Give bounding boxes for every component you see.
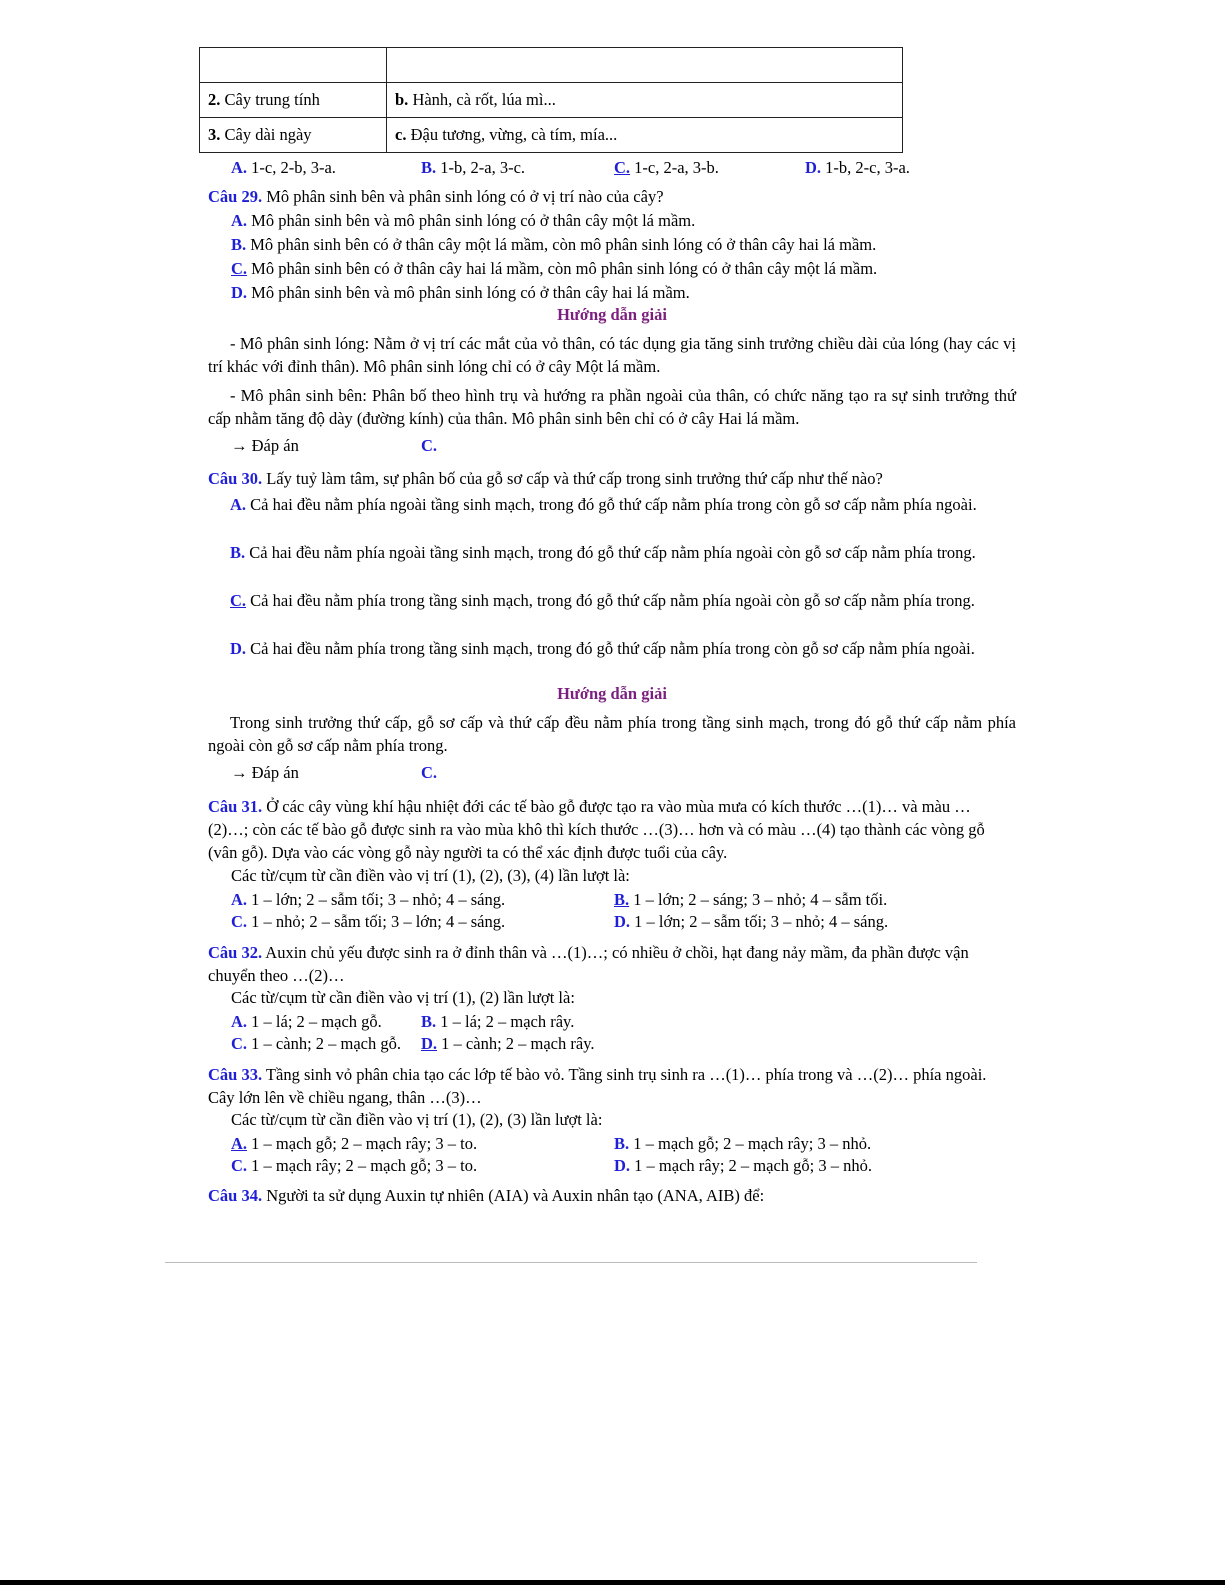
page-divider [165, 1262, 977, 1263]
q33-option-c: C. 1 – mạch rây; 2 – mạch gỗ; 3 – to. [231, 1156, 478, 1175]
q32-prompt: Các từ/cụm từ cần điền vào vị trí (1), (2) lần lượt là: [231, 988, 575, 1007]
q30-answer-label: → Đáp án [231, 763, 299, 782]
q30-guide-title: Hướng dẫn giải [557, 684, 667, 703]
q28-option-d: D. 1-b, 2-c, 3-a. [805, 158, 910, 177]
q29-option-c: C. Mô phân sinh bên có ở thân cây hai lá mầm, còn mô phân sinh lóng có ở thân cây một lá mầm. [231, 259, 878, 278]
q29-guide-paragraph-1: - Mô phân sinh lóng: Nằm ở vị trí các mắt của vỏ thân, có tác dụng gia tăng sinh trưởng chiều dài của lóng (hay các vị trí khác với đỉnh thân). Mô phân sinh lóng chỉ có ở cây Một lá mầm. [208, 334, 1016, 376]
table-cell: b. Hành, cà rốt, lúa mì... [387, 83, 903, 118]
q29-option-b: B. Mô phân sinh bên có ở thân cây một lá mầm, còn mô phân sinh lóng có ở thân cây hai lá mầm. [231, 235, 877, 254]
q31-option-b: B. 1 – lớn; 2 – sáng; 3 – nhỏ; 4 – sẫm tối. [614, 890, 888, 909]
table-cell: 3. Cây dài ngày [200, 118, 387, 153]
q29-question: Câu 29. Mô phân sinh bên và phân sinh lóng có ở vị trí nào của cây? [208, 187, 664, 206]
q29-guide-paragraph-2: - Mô phân sinh bên: Phân bố theo hình trụ và hướng ra phần ngoài của thân, có chức năng tạo ra sự sinh trưởng thứ cấp nhằm tăng độ dày (đường kính) của thân. Mô phân sinh bên chỉ có ở cây Hai lá mầm. [208, 386, 1016, 428]
q33-prompt: Các từ/cụm từ cần điền vào vị trí (1), (2), (3) lần lượt là: [231, 1110, 603, 1129]
q29-option-a: A. Mô phân sinh bên và mô phân sinh lóng có ở thân cây một lá mầm. [231, 211, 696, 230]
q30-option-b: B. Cả hai đều nằm phía ngoài tầng sinh mạch, trong đó gỗ thứ cấp nằm phía ngoài còn gỗ sơ cấp nằm phía trong. [230, 543, 976, 562]
q30-guide-paragraph: Trong sinh trưởng thứ cấp, gỗ sơ cấp và thứ cấp đều nằm phía trong tầng sinh mạch, trong đó gỗ thứ cấp nằm phía ngoài còn gỗ sơ cấp nằm phía trong. [208, 713, 1016, 755]
table-cell: 2. Cây trung tính [200, 83, 387, 118]
q28-option-c: C. 1-c, 2-a, 3-b. [614, 158, 719, 177]
q32-option-d: D. 1 – cành; 2 – mạch rây. [421, 1034, 595, 1053]
q33-option-d: D. 1 – mạch rây; 2 – mạch gỗ; 3 – nhỏ. [614, 1156, 872, 1175]
q31-option-a: A. 1 – lớn; 2 – sẫm tối; 3 – nhỏ; 4 – sáng. [231, 890, 506, 909]
q32-option-b: B. 1 – lá; 2 – mạch rây. [421, 1012, 575, 1031]
table-cell [200, 48, 387, 83]
q31-prompt: Các từ/cụm từ cần điền vào vị trí (1), (2), (3), (4) lần lượt là: [231, 866, 630, 885]
q32-question: Câu 32. Auxin chủ yếu được sinh ra ở đỉnh thân và …(1)…; có nhiều ở chồi, hạt đang nảy mầm, đa phần được vận chuyển theo …(2)… [208, 943, 969, 985]
q31-option-d: D. 1 – lớn; 2 – sẫm tối; 3 – nhỏ; 4 – sáng. [614, 912, 889, 931]
table-cell [387, 48, 903, 83]
q33-option-a: A. 1 – mạch gỗ; 2 – mạch rây; 3 – to. [231, 1134, 478, 1153]
q28-option-b: B. 1-b, 2-a, 3-c. [421, 158, 526, 177]
q29-guide-title: Hướng dẫn giải [557, 305, 667, 324]
q30-option-a: A. Cả hai đều nằm phía ngoài tầng sinh mạch, trong đó gỗ thứ cấp nằm phía trong còn gỗ sơ cấp nằm phía ngoài. [230, 495, 977, 514]
q29-option-d: D. Mô phân sinh bên và mô phân sinh lóng có ở thân cây hai lá mầm. [231, 283, 690, 302]
q30-question: Câu 30. Lấy tuỷ làm tâm, sự phân bố của gỗ sơ cấp và thứ cấp trong sinh trưởng thứ cấp như thế nào? [208, 469, 883, 488]
q30-option-c: C. Cả hai đều nằm phía trong tầng sinh mạch, trong đó gỗ thứ cấp nằm phía ngoài còn gỗ sơ cấp nằm phía trong. [230, 591, 975, 610]
q34-question: Câu 34. Người ta sử dụng Auxin tự nhiên (AIA) và Auxin nhân tạo (ANA, AIB) để: [208, 1186, 765, 1205]
q31-option-c: C. 1 – nhỏ; 2 – sẫm tối; 3 – lớn; 4 – sáng. [231, 912, 506, 931]
q28-option-a: A. 1-c, 2-b, 3-a. [231, 158, 336, 177]
q31-question: Câu 31. Ở các cây vùng khí hậu nhiệt đới các tế bào gỗ được tạo ra vào mùa mưa có kích thước …(1)… và màu …(2)…; còn các tế bào gỗ được sinh ra vào mùa khô thì kích thước …(3)… hơn và có màu …(4) tạo thành các vòng gỗ (vân gỗ). Dựa vào các vòng gỗ này người ta có thể xác định được tuổi của cây. [208, 797, 985, 862]
q30-option-d: D. Cả hai đều nằm phía trong tầng sinh mạch, trong đó gỗ thứ cấp nằm phía trong còn gỗ sơ cấp nằm phía ngoài. [230, 639, 975, 658]
matching-table [199, 47, 903, 153]
q32-option-c: C. 1 – cành; 2 – mạch gỗ. [231, 1034, 402, 1053]
table-row [200, 118, 903, 153]
q30-answer: C. [421, 763, 438, 782]
q29-answer-label: → Đáp án [231, 436, 299, 455]
page-bottom-edge [0, 1580, 1225, 1585]
q29-answer: C. [421, 436, 438, 455]
table-row [200, 83, 903, 118]
q33-option-b: B. 1 – mạch gỗ; 2 – mạch rây; 3 – nhỏ. [614, 1134, 872, 1153]
table-row [200, 48, 903, 83]
q33-question: Câu 33. Tầng sinh vỏ phân chia tạo các lớp tế bào vỏ. Tầng sinh trụ sinh ra …(1)… phía trong và …(2)… phía ngoài. Cây lớn lên về chiều ngang, thân …(3)… [208, 1065, 987, 1107]
table-cell: c. Đậu tương, vừng, cà tím, mía... [387, 118, 903, 153]
q32-option-a: A. 1 – lá; 2 – mạch gỗ. [231, 1012, 382, 1031]
